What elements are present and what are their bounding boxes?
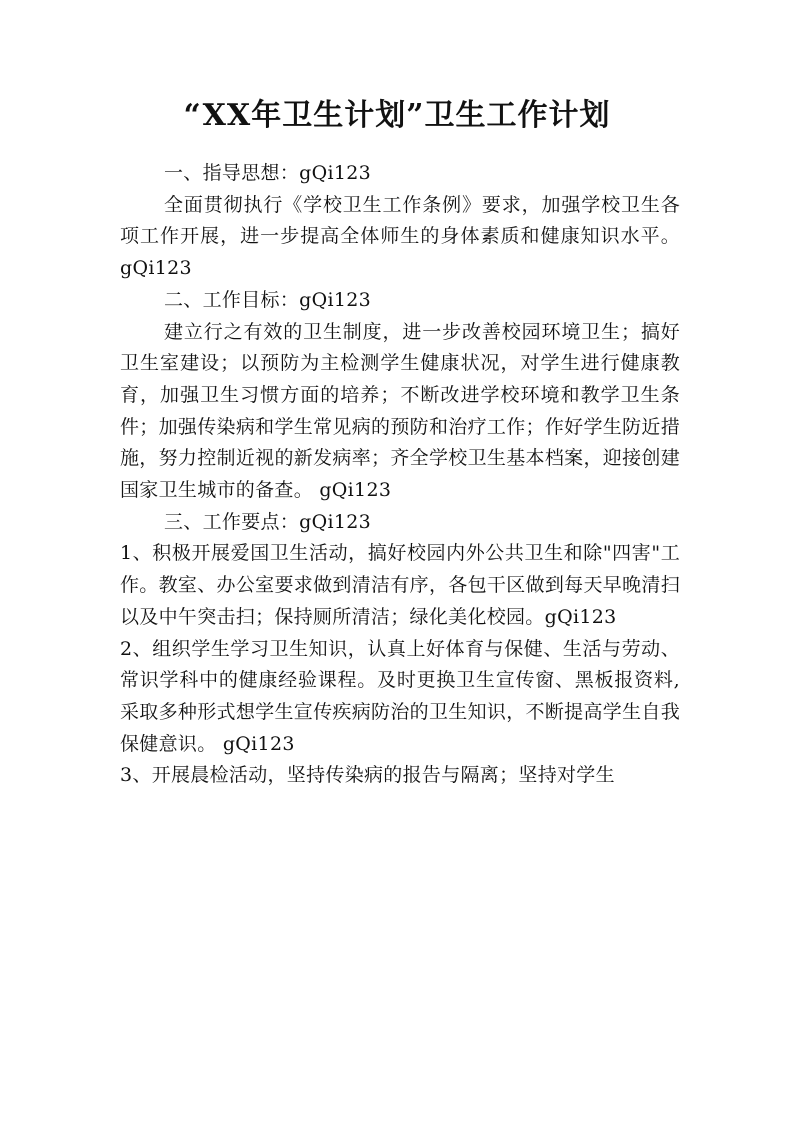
list-item-2: 2、组织学生学习卫生知识，认真上好体育与保健、生活与劳动、常识学科中的健康经验课程。及时更换卫生宣传窗、黑板报资料,采取多种形式想学生宣传疾病防治的卫生知识，不断提高学生自我保健意识。 gQi123: [120, 637, 680, 755]
list-item-3: 3、开展晨检活动，坚持传染病的报告与隔离；坚持对学生: [120, 764, 615, 787]
document-body: [120, 158, 680, 792]
paragraph-guiding-ideology: 全面贯彻执行《学校卫生工作条例》要求，加强学校卫生各项工作开展，进一步提高全体师生的身体素质和健康知识水平。gQi123: [120, 193, 680, 280]
section-heading-work-points: 三、工作要点：gQi123: [164, 510, 371, 533]
list-item-1: 1、积极开展爱国卫生活动，搞好校园内外公共卫生和除"四害"工作。教室、办公室要求做到清洁有序，各包干区做到每天早晚清扫以及中午突击扫；保持厕所清洁；绿化美化校园。gQi123: [120, 542, 680, 628]
document-title: “XX年卫生计划”卫生工作计划: [183, 98, 611, 133]
section-heading-work-goals: 二、工作目标：gQi123: [164, 288, 371, 311]
section-heading-guiding-ideology: 一、指导思想：gQi123: [164, 162, 371, 184]
paragraph-work-goals: 建立行之有效的卫生制度，进一步改善校园环境卫生；搞好卫生室建设；以预防为主检测学生健康状况，对学生进行健康教育，加强卫生习惯方面的培养；不断改进学校环境和教学卫生条件；加强传染病和学生常见病的预防和治疗工作；作好学生防近措施，努力控制近视的新发病率；齐全学校卫生基本档案，迎接创建国家卫生城市的备查。 gQi123: [120, 320, 680, 502]
